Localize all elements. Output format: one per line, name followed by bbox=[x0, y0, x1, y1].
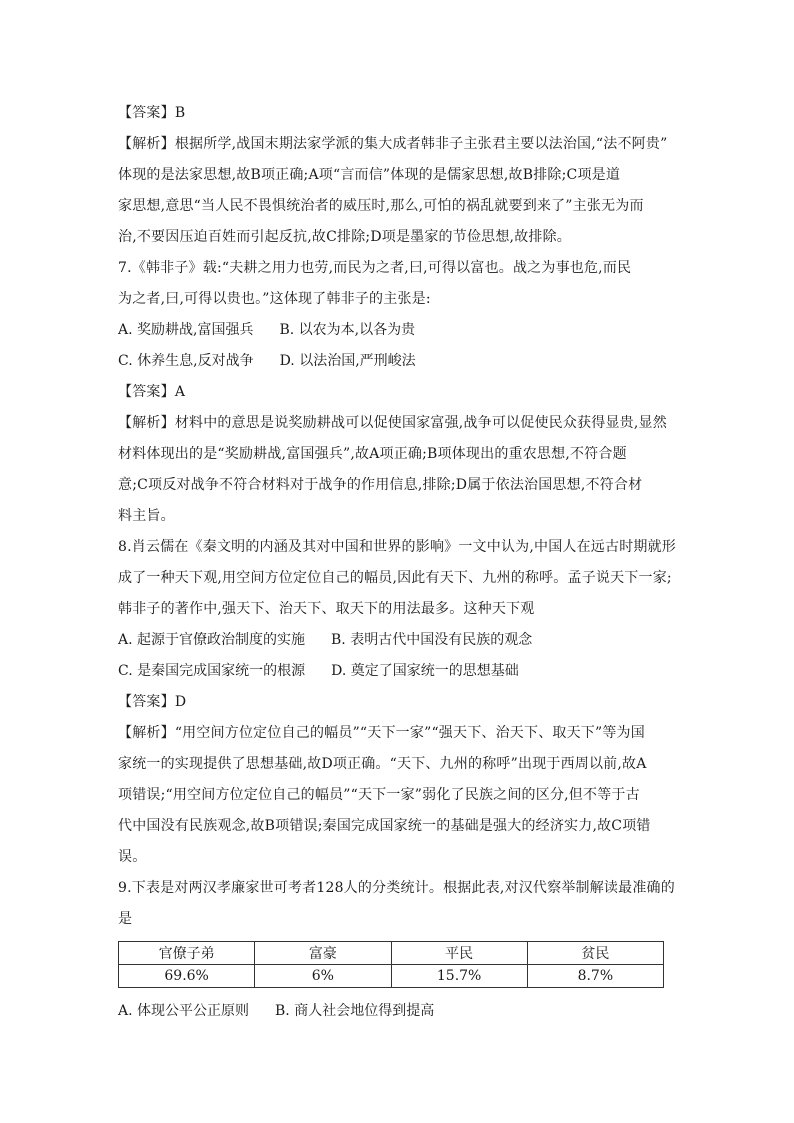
q8-analysis-line: 【解析】“用空间方位定位自己的幅员”“天下一家”“强天下、治天下、取天下”等为国 bbox=[118, 725, 645, 741]
table-cell: 6% bbox=[255, 965, 391, 988]
q6-analysis-line: 治,不要因压迫百姓而引起反抗,故C排除;D项是墨家的节俭思想,故排除。 bbox=[118, 229, 572, 245]
table-cell: 15.7% bbox=[391, 965, 527, 988]
q8-analysis-line: 代中国没有民族观念,故B项错误;秦国完成国家统一的基础是强大的经济实力,故C项错 bbox=[118, 818, 651, 834]
q8-stem: 8.肖云儒在《秦文明的内涵及其对中国和世界的影响》一文中认为,中国人在远古时期就形 bbox=[118, 539, 677, 555]
document-page bbox=[118, 98, 684, 1027]
q8-option-a: A. 起源于官僚政治制度的实施 bbox=[118, 632, 306, 648]
q8-option-row bbox=[118, 625, 684, 656]
q9-stem: 是 bbox=[118, 911, 133, 927]
q6-analysis-line: 【解析】根据所学,战国末期法家学派的集大成者韩非子主张君主要以法治国,“法不阿贵” bbox=[118, 136, 668, 152]
q8-stem: 成了一种天下观,用空间方位定位自己的幅员,因此有天下、九州的称呼。孟子说天下一家; bbox=[118, 570, 672, 586]
q7-option-row bbox=[118, 346, 684, 377]
q9-option-row bbox=[118, 996, 684, 1027]
answer-tag: 【答案】 bbox=[118, 694, 175, 710]
q7-option-row bbox=[118, 315, 684, 346]
q9-option-b: B. 商人社会地位得到提高 bbox=[275, 1003, 435, 1019]
table-header-cell: 官僚子弟 bbox=[119, 942, 255, 965]
q7-analysis-line: 料主旨。 bbox=[118, 508, 175, 524]
answer-value: B bbox=[174, 105, 186, 121]
q7-option-d: D. 以法治国,严刑峻法 bbox=[279, 353, 416, 369]
q8-option-b: B. 表明古代中国没有民族的观念 bbox=[331, 632, 533, 648]
q8-answer bbox=[118, 687, 684, 718]
analysis-tag: 【解析】 bbox=[118, 725, 175, 741]
q7-analysis-line: 意;C项反对战争不符合材料对于战争的作用信息,排除;D属于依法治国思想,不符合材 bbox=[118, 477, 643, 493]
analysis-tag: 【解析】 bbox=[118, 136, 175, 152]
table-header-cell: 富豪 bbox=[255, 942, 391, 965]
q9-stem: 9.下表是对两汉孝廉家世可考者128人的分类统计。根据此表,对汉代察举制解读最准确的 bbox=[118, 880, 675, 896]
q9-option-a: A. 体现公平公正原则 bbox=[118, 1003, 250, 1019]
q8-analysis-line: 家统一的实现提供了思想基础,故D项正确。“天下、九州的称呼”出现于西周以前,故A bbox=[118, 756, 647, 772]
q7-option-a: A. 奖励耕战,富国强兵 bbox=[118, 322, 254, 338]
q8-option-c: C. 是秦国完成国家统一的根源 bbox=[118, 663, 306, 679]
q8-analysis-line: 误。 bbox=[118, 849, 147, 865]
q8-stem: 韩非子的著作中,强天下、治天下、取天下的用法最多。这种天下观 bbox=[118, 601, 535, 617]
q7-answer bbox=[118, 377, 684, 408]
answer-value: D bbox=[174, 694, 187, 710]
table-header-cell: 平民 bbox=[391, 942, 527, 965]
table-header-row bbox=[119, 942, 664, 965]
q7-stem: 为之者,曰,可得以贵也。”这体现了韩非子的主张是: bbox=[118, 291, 431, 307]
q6-answer bbox=[118, 98, 684, 129]
q6-analysis-line: 家思想,意思“当人民不畏惧统治者的威压时,那么,可怕的祸乱就要到来了”主张无为而 bbox=[118, 198, 644, 214]
q8-analysis-line: 项错误;“用空间方位定位自己的幅员”“天下一家”弱化了民族之间的区分,但不等于古 bbox=[118, 787, 640, 803]
q8-option-d: D. 奠定了国家统一的思想基础 bbox=[331, 663, 519, 679]
table-cell: 69.6% bbox=[119, 965, 255, 988]
q6-analysis-line: 体现的是法家思想,故B项正确;A项“言而信”体现的是儒家思想,故B排除;C项是道 bbox=[118, 167, 621, 183]
q7-stem: 7.《韩非子》载:“夫耕之用力也劳,而民为之者,曰,可得以富也。战之为事也危,而民 bbox=[118, 260, 632, 276]
q7-analysis-line: 【解析】材料中的意思是说奖励耕战可以促使国家富强,战争可以促使民众获得显贵,显然 bbox=[118, 415, 667, 431]
q8-option-row bbox=[118, 656, 684, 687]
q9-stats-table bbox=[118, 941, 664, 988]
q7-analysis-line: 材料体现出的是“奖励耕战,富国强兵”,故A项正确;B项体现出的重农思想,不符合题 bbox=[118, 446, 627, 462]
q7-option-c: C. 休养生息,反对战争 bbox=[118, 353, 254, 369]
answer-tag: 【答案】 bbox=[118, 105, 175, 121]
analysis-tag: 【解析】 bbox=[118, 415, 175, 431]
answer-tag: 【答案】 bbox=[118, 384, 175, 400]
table-header-cell: 贫民 bbox=[527, 942, 663, 965]
table-row bbox=[119, 965, 664, 988]
answer-value: A bbox=[174, 384, 186, 400]
q7-option-b: B. 以农为本,以各为贵 bbox=[279, 322, 416, 338]
table-cell: 8.7% bbox=[527, 965, 663, 988]
